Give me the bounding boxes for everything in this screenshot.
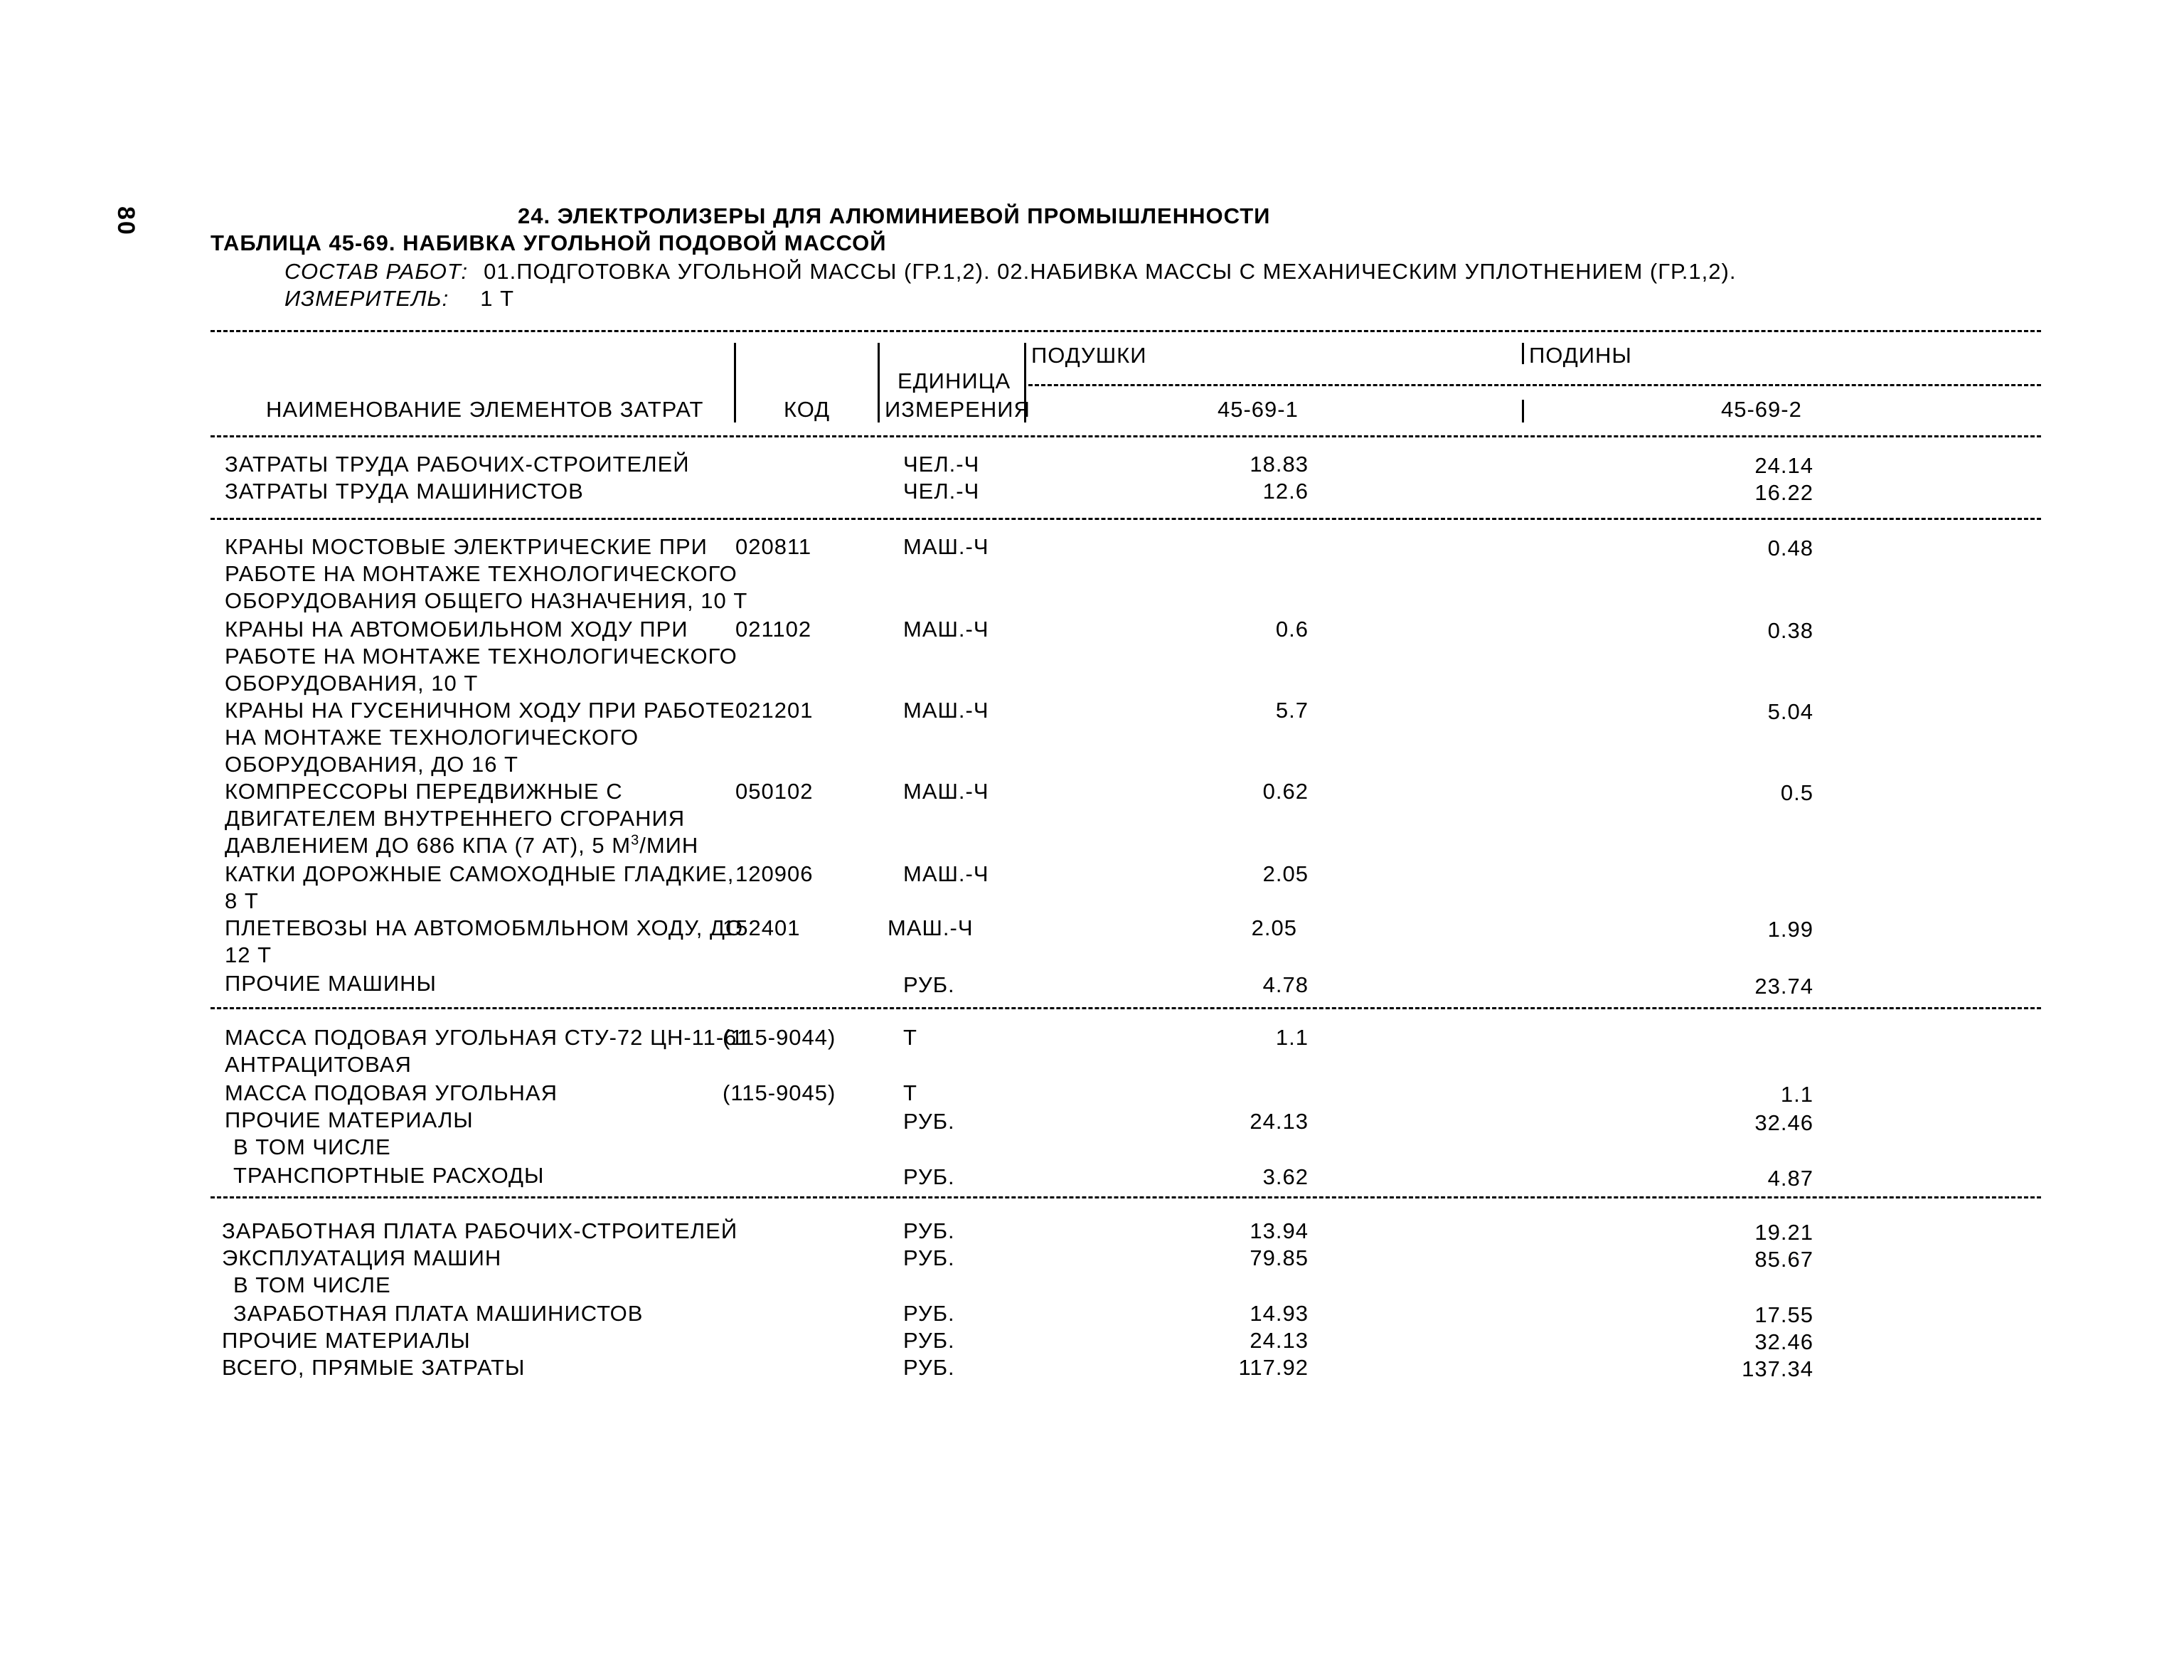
composition-text: 01.ПОДГОТОВКА УГОЛЬНОЙ МАССЫ (ГР.1,2). 02.НАБИВКА МАССЫ С МЕХАНИЧЕСКИМ УПЛОТНЕНИЕМ (ГР.1,2). — [484, 259, 1737, 284]
material-row-name: ПРОЧИЕ МАТЕРИАЛЫ — [225, 1107, 474, 1132]
machine-row-code: 050102 — [735, 779, 814, 804]
labor-row-value-1: 18.83 — [1250, 452, 1309, 477]
machine-name-line: ДАВЛЕНИЕМ ДО 686 КПА (7 АТ), 5 М — [225, 833, 632, 858]
material-row-code: (115-9044) — [723, 1025, 836, 1050]
header-unit-line2: ИЗМЕРЕНИЯ — [885, 397, 1030, 422]
material-row-unit: Т — [903, 1025, 917, 1050]
machine-row-unit: РУБ. — [903, 972, 955, 997]
material-row-name: МАССА ПОДОВАЯ УГОЛЬНАЯ — [225, 1080, 558, 1105]
machine-row-unit: МАШ.-Ч — [903, 617, 989, 642]
machine-row-name: ПЛЕТЕВОЗЫ НА АВТОМОБМЛЬНОМ ХОДУ, ДО 12 Т — [225, 915, 744, 967]
material-row-name: ТРАНСПОРТНЫЕ РАСХОДЫ — [233, 1163, 545, 1188]
machine-row-value-1: 5.7 — [1275, 698, 1309, 723]
machine-name-tail: /МИН — [639, 833, 699, 858]
header-col-45-69-2: 45-69-2 — [1721, 397, 1802, 422]
machine-row-unit: МАШ.-Ч — [903, 779, 989, 804]
machine-row-value-2: 0.38 — [1767, 618, 1813, 643]
total-row-value-1: 13.94 — [1250, 1218, 1309, 1243]
total-row-name: ПРОЧИЕ МАТЕРИАЛЫ — [222, 1328, 471, 1353]
total-row-unit: РУБ. — [903, 1218, 955, 1243]
material-row-value-2: 32.46 — [1754, 1110, 1813, 1135]
total-row-unit: РУБ. — [903, 1328, 955, 1353]
total-row-value-2: 32.46 — [1754, 1329, 1813, 1354]
work-composition — [284, 259, 1736, 285]
machine-row-value-2: 0.48 — [1767, 536, 1813, 560]
machine-row-unit: МАШ.-Ч — [903, 698, 989, 723]
page-number: 80 — [112, 206, 139, 236]
machine-row-value-1: 2.05 — [1262, 861, 1309, 886]
table-title: ТАБЛИЦА 45-69. НАБИВКА УГОЛЬНОЙ ПОДОВОЙ МАССОЙ — [211, 230, 887, 255]
total-row-unit: РУБ. — [903, 1301, 955, 1326]
machine-row-value-2: 23.74 — [1754, 974, 1813, 999]
machine-row-value-1: 2.05 — [1251, 915, 1297, 940]
total-row-value-2: 17.55 — [1754, 1302, 1813, 1327]
measure-unit — [284, 286, 514, 312]
header-code: КОД — [784, 397, 831, 422]
total-row-value-1: 117.92 — [1238, 1355, 1309, 1380]
total-row-name: В ТОМ ЧИСЛЕ — [233, 1272, 391, 1297]
header-name: НАИМЕНОВАНИЕ ЭЛЕМЕНТОВ ЗАТРАТ — [266, 397, 704, 422]
header-middle-rule — [1028, 384, 2041, 386]
machine-row-value-2: 0.5 — [1780, 780, 1813, 805]
header-separator — [734, 343, 736, 422]
total-row-unit: РУБ. — [903, 1355, 955, 1380]
machine-row-code: 120906 — [735, 861, 814, 886]
machine-row-code: 020811 — [735, 534, 812, 559]
machine-row-code: 152401 — [723, 915, 801, 940]
header-separator — [1522, 343, 1524, 364]
machine-row-code: 021102 — [735, 617, 812, 642]
header-top-rule — [211, 330, 2041, 332]
machine-row-unit: МАШ.-Ч — [888, 915, 974, 940]
material-row-unit: РУБ. — [903, 1109, 955, 1134]
machine-row-value-2: 1.99 — [1767, 917, 1813, 942]
machine-row-unit: МАШ.-Ч — [903, 861, 989, 886]
machine-row-name — [225, 778, 751, 859]
meter-label: ИЗМЕРИТЕЛЬ: — [284, 286, 449, 311]
labor-row-value-2: 24.14 — [1754, 453, 1813, 478]
header-col-45-69-1: 45-69-1 — [1218, 397, 1299, 422]
total-row-value-2: 19.21 — [1754, 1220, 1813, 1245]
total-row-value-1: 24.13 — [1250, 1328, 1309, 1353]
machine-row-code: 021201 — [735, 698, 814, 723]
header-group-podiny: ПОДИНЫ — [1529, 343, 1632, 368]
material-row-value-2: 1.1 — [1780, 1082, 1813, 1107]
machine-row-name: ПРОЧИЕ МАШИНЫ — [225, 971, 437, 996]
material-row-name: В ТОМ ЧИСЛЕ — [233, 1134, 391, 1159]
machine-row-name: КАТКИ ДОРОЖНЫЕ САМОХОДНЫЕ ГЛАДКИЕ, 8 Т — [225, 861, 735, 913]
section-rule — [211, 1007, 2041, 1009]
total-row-unit: РУБ. — [903, 1245, 955, 1270]
header-unit-line1: ЕДИНИЦА — [897, 368, 1011, 393]
section-rule — [211, 518, 2041, 520]
material-row-unit: Т — [903, 1080, 917, 1105]
total-row-value-1: 79.85 — [1250, 1245, 1309, 1270]
machine-row-name: КРАНЫ МОСТОВЫЕ ЭЛЕКТРИЧЕСКИЕ ПРИ РАБОТЕ НА МОНТАЖЕ ТЕХНОЛОГИЧЕСКОГО ОБОРУДОВАНИЯ ОБЩЕГО НАЗНАЧЕНИЯ, 10 Т — [225, 534, 748, 613]
material-row-value-1: 3.62 — [1262, 1164, 1309, 1189]
machine-row-value-1: 0.6 — [1275, 617, 1309, 642]
labor-row-name: ЗАТРАТЫ ТРУДА РАБОЧИХ-СТРОИТЕЛЕЙ — [225, 452, 690, 477]
labor-row-unit: ЧЕЛ.-Ч — [903, 479, 980, 504]
total-row-name: ВСЕГО, ПРЯМЫЕ ЗАТРАТЫ — [222, 1355, 526, 1380]
meter-value: 1 Т — [480, 286, 515, 311]
material-row-unit: РУБ. — [903, 1164, 955, 1189]
machine-row-value-1: 4.78 — [1262, 972, 1309, 997]
total-row-name: ЭКСПЛУАТАЦИЯ МАШИН — [222, 1245, 502, 1270]
machine-row-name: КРАНЫ НА ГУСЕНИЧНОМ ХОДУ ПРИ РАБОТЕ НА МОНТАЖЕ ТЕХНОЛОГИЧЕСКОГО ОБОРУДОВАНИЯ, ДО 16 Т — [225, 698, 735, 777]
header-separator — [1522, 400, 1524, 422]
labor-row-name: ЗАТРАТЫ ТРУДА МАШИНИСТОВ — [225, 479, 584, 504]
section-title: 24. ЭЛЕКТРОЛИЗЕРЫ ДЛЯ АЛЮМИНИЕВОЙ ПРОМЫШЛЕННОСТИ — [518, 203, 1271, 228]
machine-row-value-2: 5.04 — [1767, 699, 1813, 724]
machine-row-value-1: 0.62 — [1262, 779, 1309, 804]
material-row-name: МАССА ПОДОВАЯ УГОЛЬНАЯ СТУ-72 ЦН-11-61 АНТРАЦИТОВАЯ — [225, 1025, 750, 1077]
section-rule — [211, 1196, 2041, 1198]
total-row-name: ЗАРАБОТНАЯ ПЛАТА РАБОЧИХ-СТРОИТЕЛЕЙ — [222, 1218, 738, 1243]
labor-row-value-2: 16.22 — [1754, 480, 1813, 505]
material-row-value-2: 4.87 — [1767, 1166, 1813, 1191]
total-row-value-2: 137.34 — [1742, 1356, 1813, 1381]
machine-name-line: ДВИГАТЕЛЕМ ВНУТРЕННЕГО СГОРАНИЯ — [225, 806, 686, 831]
superscript-exponent: 3 — [631, 832, 640, 849]
machine-name-line: КОМПРЕССОРЫ ПЕРЕДВИЖНЫЕ С — [225, 779, 623, 804]
labor-row-unit: ЧЕЛ.-Ч — [903, 452, 980, 477]
material-row-code: (115-9045) — [723, 1080, 836, 1105]
header-separator — [878, 343, 880, 422]
material-row-value-1: 24.13 — [1250, 1109, 1309, 1134]
total-row-value-1: 14.93 — [1250, 1301, 1309, 1326]
total-row-value-2: 85.67 — [1754, 1247, 1813, 1272]
header-bottom-rule — [211, 435, 2041, 437]
machine-row-name: КРАНЫ НА АВТОМОБИЛЬНОМ ХОДУ ПРИ РАБОТЕ НА МОНТАЖЕ ТЕХНОЛОГИЧЕСКОГО ОБОРУДОВАНИЯ, 10 Т — [225, 617, 737, 696]
total-row-name: ЗАРАБОТНАЯ ПЛАТА МАШИНИСТОВ — [233, 1301, 644, 1326]
composition-label: СОСТАВ РАБОТ: — [284, 259, 469, 284]
labor-row-value-1: 12.6 — [1262, 479, 1309, 504]
material-row-value-1: 1.1 — [1275, 1025, 1309, 1050]
machine-row-unit: МАШ.-Ч — [903, 534, 989, 559]
header-group-podushki: ПОДУШКИ — [1031, 343, 1147, 368]
